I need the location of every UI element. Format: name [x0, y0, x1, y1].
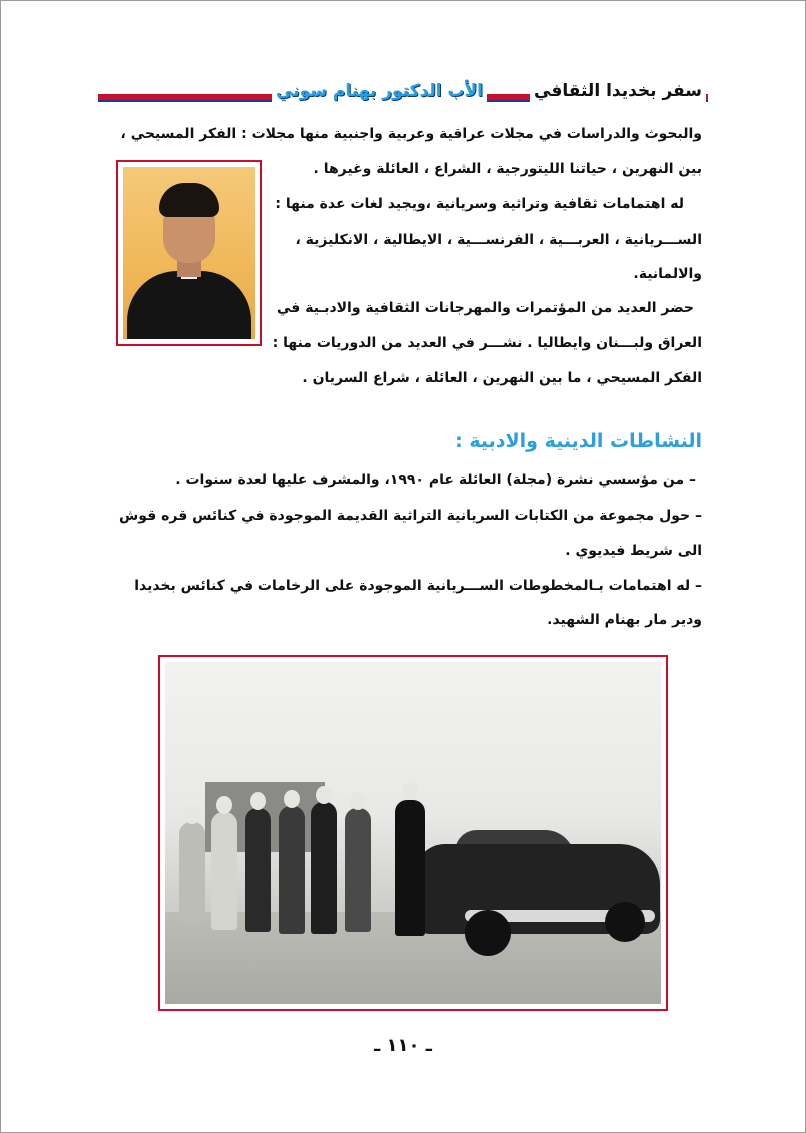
- chapter-title: الأب الدكتور بهنام سوني: [272, 78, 487, 104]
- paragraph-line: بين النهرين ، حياتنا الليتورجية ، الشراع ، العائلة وغيرها .: [313, 161, 702, 177]
- page-number: ـ ١١٠ ـ: [374, 1035, 432, 1056]
- group-photo-frame: [158, 655, 668, 1011]
- paragraph-line: الســـريانية ، العربـــية ، الفرنســـية ، الايطالية ، الانكليزية ،: [295, 232, 702, 248]
- activity-line: – حول مجموعة من الكتابات السريانية التراثية القديمة الموجودة في كنائس قره قوش: [118, 508, 702, 524]
- photo-car-wheel: [605, 902, 645, 942]
- photo-person: [311, 802, 337, 934]
- paragraph-line: حضر العديد من المؤتمرات والمهرجانات الثقافية والادبـية في: [277, 300, 694, 316]
- paragraph-line: العراق ولبـــنان وايطاليا . نشـــر في العديد من الدوريات منها :: [272, 335, 702, 351]
- photo-car-wheel: [465, 910, 511, 956]
- photo-person-head: [216, 796, 232, 814]
- photo-person: [211, 812, 237, 930]
- photo-priest: [395, 800, 425, 936]
- photo-person-head: [402, 782, 418, 800]
- photo-person: [345, 808, 371, 932]
- section-title: النشاطات الدينية والادبية :: [455, 430, 702, 452]
- group-photo: [165, 662, 661, 1004]
- paragraph-line: له اهتمامات ثقافية وتراثية وسريانية ،ويجيد لغات عدة منها :: [275, 196, 684, 212]
- page-header: [0, 0, 806, 110]
- activity-line: – من مؤسسي نشرة (مجلة) العائلة عام ١٩٩٠، والمشرف عليها لعدة سنوات .: [175, 472, 696, 488]
- paragraph-line: والالمانية.: [633, 266, 702, 282]
- activity-line: – له اهتمامات بـالمخطوطات الســـريانية الموجودة على الرخامات في كنائس بخديدا: [134, 578, 702, 594]
- photo-person: [279, 806, 305, 934]
- photo-person: [245, 808, 271, 932]
- paragraph-line: الفكر المسيحي ، ما بين النهرين ، العائلة ، شراع السريان .: [302, 370, 702, 386]
- photo-person-head: [184, 806, 200, 824]
- photo-person-head: [250, 792, 266, 810]
- photo-person-head: [350, 792, 366, 810]
- portrait-hair: [159, 183, 219, 217]
- book-title: سفر بخديدا الثقافي: [530, 78, 706, 104]
- activity-line: الى شريط فيديوي .: [565, 543, 702, 559]
- photo-person-head: [316, 786, 332, 804]
- photo-person: [179, 822, 205, 922]
- portrait-frame: [116, 160, 262, 346]
- portrait-photo: [123, 167, 255, 339]
- portrait-body: [127, 271, 251, 339]
- activity-line: ودير مار بهنام الشهيد.: [547, 612, 702, 628]
- paragraph-line: والبحوث والدراسات في مجلات عراقية وعربية واجنبية منها مجلات : الفكر المسيحي ،: [120, 126, 702, 142]
- photo-person-head: [284, 790, 300, 808]
